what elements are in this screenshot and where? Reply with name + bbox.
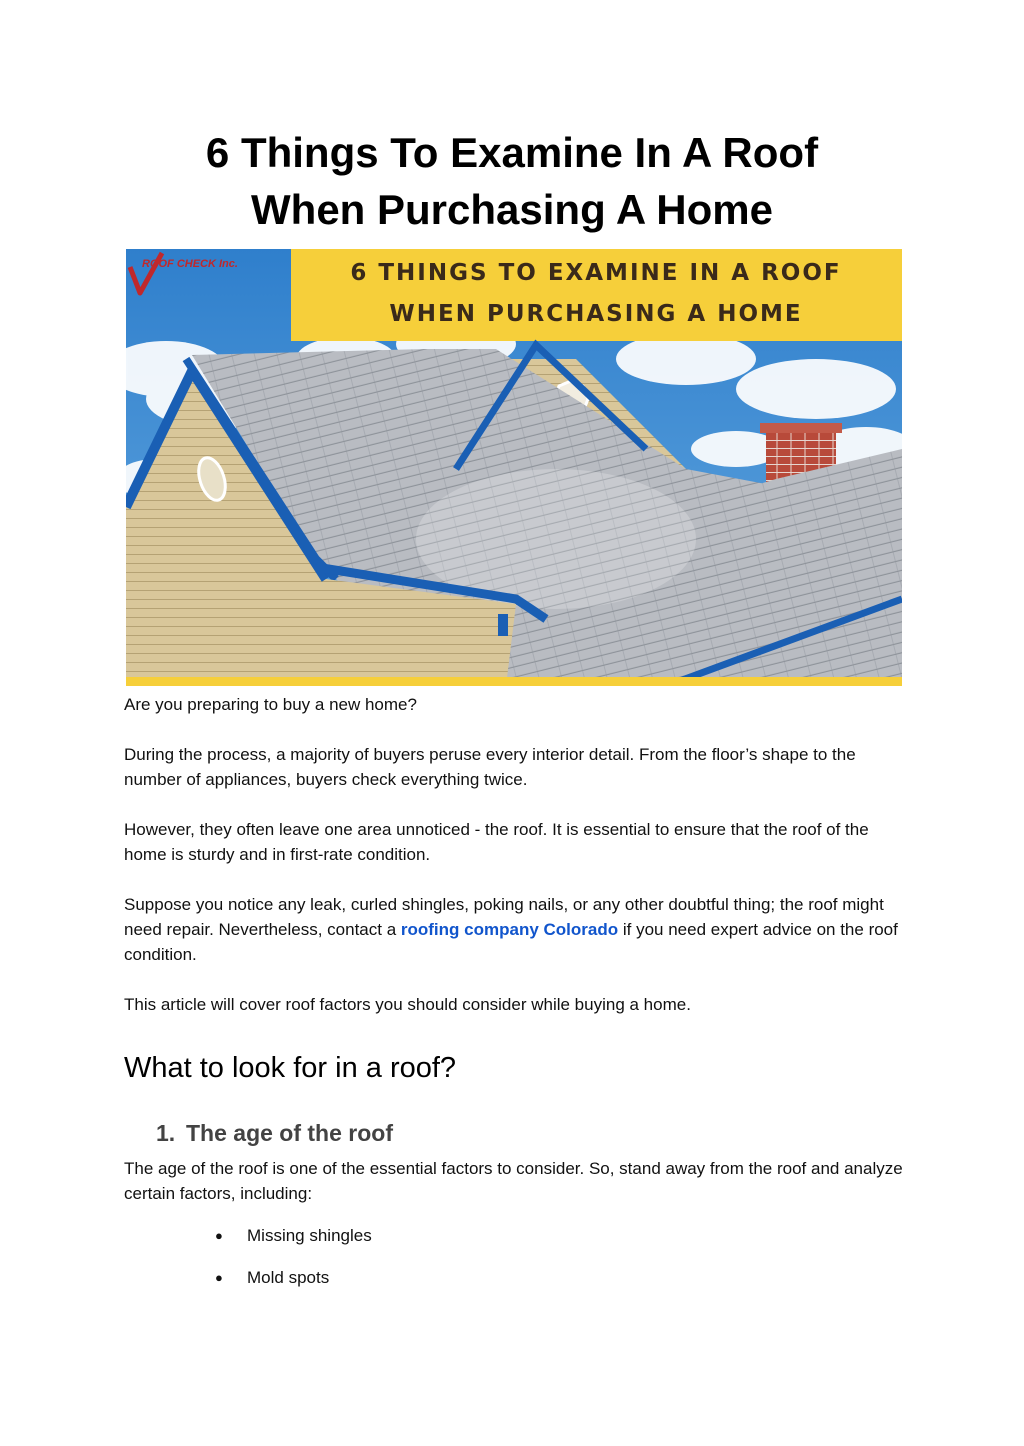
- list-item-text: Missing shingles: [247, 1226, 372, 1245]
- paragraph-article-scope: This article will cover roof factors you should consider while buying a home.: [124, 995, 691, 1014]
- banner-line-1: 6 THINGS TO EXAMINE IN A ROOF: [350, 260, 842, 286]
- list-item: [215, 1224, 372, 1248]
- intro-question: Are you preparing to buy a new home?: [124, 695, 417, 714]
- logo-text: ROOF CHECK Inc.: [142, 258, 238, 270]
- subheading-roof-age: [156, 1118, 393, 1148]
- paragraph-contact: [124, 892, 914, 967]
- subheading-number: 1.: [156, 1120, 176, 1146]
- contact-text-after: if you need expert advice on the roof condition.: [124, 920, 898, 964]
- roofing-company-link[interactable]: roofing company Colorado: [400, 920, 619, 939]
- chimney-cap: [760, 423, 842, 433]
- banner-line-2: WHEN PURCHASING A HOME: [389, 301, 803, 327]
- title-line-1: 6 Things To Examine In A Roof: [205, 129, 819, 176]
- document-title: [124, 124, 900, 238]
- bullet-icon: ●: [215, 1228, 223, 1243]
- paragraph-roof-age: The age of the roof is one of the essential factors to consider. So, stand away from the roof and analyze certain factors, including:: [124, 1159, 903, 1203]
- hero-image: [126, 249, 902, 686]
- banner-bottom-strip: [126, 677, 902, 686]
- title-line-2: When Purchasing A Home: [251, 186, 773, 233]
- list-item-text: Mold spots: [247, 1268, 330, 1287]
- paragraph-buyers: During the process, a majority of buyers peruse every interior detail. From the floor’s shape to the number of appliances, buyers check everything twice.: [124, 745, 856, 789]
- contact-text-before: Suppose you notice any leak, curled shingles, poking nails, or any other doubtful thing; the roof might need repair. Nevertheless, contact a: [124, 895, 884, 939]
- downspout: [498, 614, 508, 636]
- paragraph-roof-unnoticed: However, they often leave one area unnoticed - the roof. It is essential to ensure that the roof of the home is sturdy and in first-rate condition.: [124, 820, 869, 864]
- section-heading: What to look for in a roof?: [124, 1052, 457, 1084]
- bullet-icon: ●: [215, 1270, 223, 1285]
- list-item: [215, 1266, 329, 1290]
- subheading-text: The age of the roof: [186, 1120, 393, 1146]
